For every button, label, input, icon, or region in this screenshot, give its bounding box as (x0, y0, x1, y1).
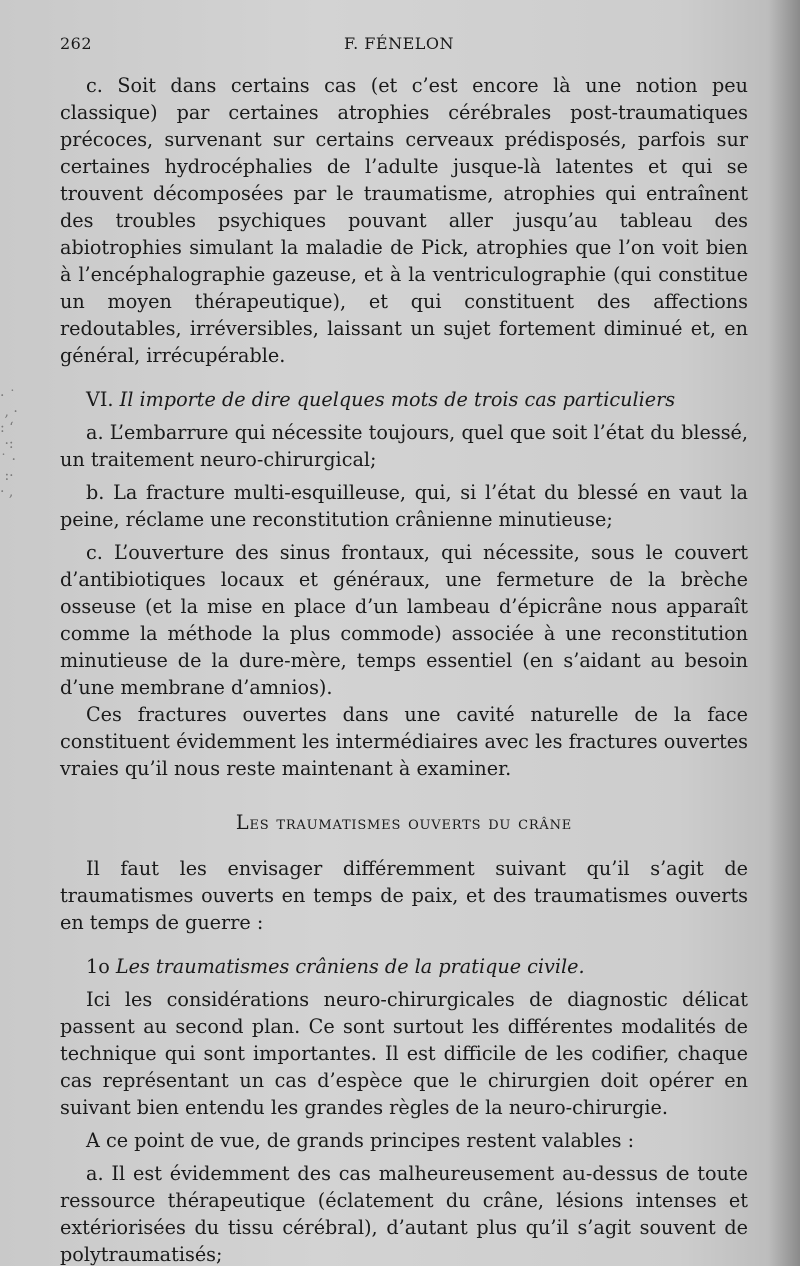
subheading-pratique-civile (60, 953, 748, 980)
subheading-number: 1o (86, 955, 110, 978)
paragraph-principes: A ce point de vue, de grands principes restent valables : (86, 1129, 635, 1152)
paragraph-considerations: Ici les considérations neuro-chirurgicales de diagnostic délicat passent au second plan. Ce sont surtout les différentes modalités de technique qui sont importantes. Il est difficile de les codifier, chaque cas représentant un cas d’espèce que le chirurgien doit opérer en suivant bien entendu les grandes règles de la neuro-chirurgie. (60, 988, 748, 1119)
heading-particular-cases (60, 386, 748, 413)
page-header (60, 34, 756, 58)
section-title: Les traumatismes ouverts du crâne (235, 811, 573, 834)
paragraph-fractures-ouvertes: Ces fractures ouvertes dans une cavité naturelle de la face constituent évidemment les intermédiaires avec les fractures ouvertes vraies qu’il nous reste maintenant à examiner. (60, 703, 748, 780)
paragraph-atrophies: c. Soit dans certains cas (et c’est encore là une notion peu classique) par certaines atrophies cérébrales post-traumatiques précoces, survenant sur certains cerveaux prédisposés, parfois sur certaines hydrocéphalies de l’adulte jusque-là latentes et qui se trouvent décomposées par le traumatisme, atrophies qui entraînent des troubles psychiques pouvant aller jusqu’au tableau des abiotrophies simulant la maladie de Pick, atrophies que l’on voit bien à l’encéphalographie gazeuse, et à la ventriculographie (qui constitue un moyen thérapeutique), et qui constituent des affections redoutables, irréversibles, laissant un sujet fortement diminué et, en général, irrécupérable. (60, 74, 748, 367)
running-head: F. FÉNELON (344, 34, 454, 53)
heading-number: VI. (86, 388, 114, 411)
page-body (60, 72, 748, 1266)
page-number: 262 (60, 34, 93, 53)
paragraph-sinus-frontaux: c. L’ouverture des sinus frontaux, qui nécessite, sous le couvert d’antibiotiques locaux et généraux, une fermeture de la brèche osseuse (et la mise en place d’un lambeau d’épicrâne nous apparaît comme la méthode la plus commode) associée à une reconstitution minutieuse de la dure-mère, temps essentiel (en s’aidant au besoin d’une membrane d’amnios). (60, 541, 748, 699)
margin-ink-smudge: · ˙ , · : ‘ ·: ˙ · :· · , (0, 388, 19, 500)
heading-text: Il importe de dire quelques mots de trois cas particuliers (119, 388, 676, 411)
paragraph-cas-malheureux: a. Il est évidemment des cas malheureusement au-dessus de toute ressource thérapeutique (éclatement du crâne, lésions intenses et extériorisées du tissu cérébral), d’autant plus qu’il s’agit souvent de polytraumatisés; (60, 1162, 748, 1266)
paragraph-multi-esquilleuse: b. La fracture multi-esquilleuse, qui, si l’état du blessé en vaut la peine, réclame une reconstitution crânienne minutieuse; (60, 481, 748, 531)
subheading-text: Les traumatismes crâniens de la pratique civile. (115, 955, 585, 978)
paragraph-embarrure: a. L’embarrure qui nécessite toujours, quel que soit l’état du blessé, un traitement neuro-chirurgical; (60, 421, 748, 471)
paragraph-envisager: Il faut les envisager différemment suivant qu’il s’agit de traumatismes ouverts en temps de paix, et des traumatismes ouverts en temps de guerre : (60, 857, 748, 934)
